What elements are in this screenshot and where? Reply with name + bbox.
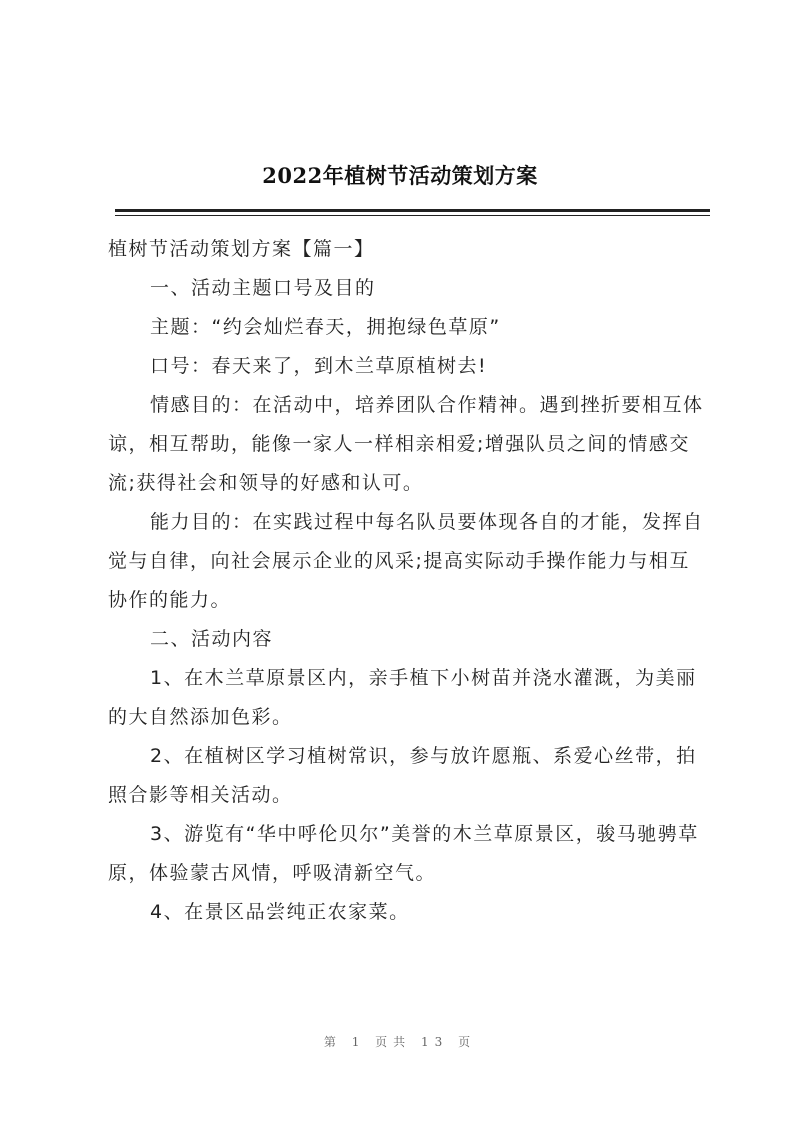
section-heading: 植树节活动策划方案【篇一】 (108, 238, 375, 260)
document-title: 2022年植树节活动策划方案 (262, 163, 538, 188)
list-item: 4、在景区品尝纯正农家菜。 (150, 901, 410, 923)
theme-paragraph: 主题：“约会灿烂春天，拥抱绿色草原” (150, 316, 501, 338)
title-rule-thin (115, 215, 710, 216)
list-item: 2、在植树区学习植树常识，参与放许愿瓶、系爱心丝带，拍照合影等相关活动。 (108, 745, 697, 806)
title-rule-thick (115, 209, 710, 212)
slogan-paragraph: 口号：春天来了，到木兰草原植树去! (150, 355, 488, 377)
subsection-heading: 二、活动内容 (150, 628, 274, 650)
document-body (108, 230, 708, 932)
emotional-goal-paragraph: 情感目的：在活动中，培养团队合作精神。遇到挫折要相互体谅，相互帮助，能像一家人一样相亲相爱;增强队员之间的情感交流;获得社会和领导的好感和认可。 (108, 394, 704, 494)
list-item: 1、在木兰草原景区内，亲手植下小树苗并浇水灌溉，为美丽的大自然添加色彩。 (108, 667, 697, 728)
subsection-heading: 一、活动主题口号及目的 (150, 277, 376, 299)
ability-goal-paragraph: 能力目的：在实践过程中每名队员要体现各自的才能，发挥自觉与自律，向社会展示企业的风采;提高实际动手操作能力与相互协作的能力。 (108, 511, 704, 611)
page-number-footer: 第 1 页共 13 页 (323, 1035, 477, 1049)
list-item: 3、游览有“华中呼伦贝尔”美誉的木兰草原景区，骏马驰骋草原，体验蒙古风情，呼吸清新空气。 (108, 823, 699, 884)
